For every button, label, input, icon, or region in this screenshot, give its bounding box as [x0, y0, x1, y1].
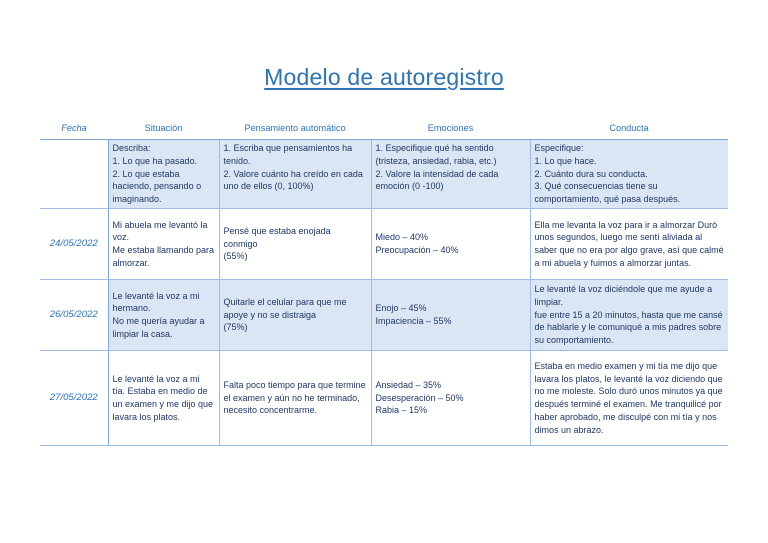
cell-conducta — [530, 140, 728, 209]
cell-line: Le levanté la voz a mi hermano. — [112, 290, 200, 314]
cell-line: 2. Lo que estaba haciendo, pensando o imaginando. — [112, 168, 202, 205]
cell-pensamiento — [219, 140, 371, 209]
cell-line: Preocupación – 40% — [375, 245, 459, 256]
cell-line: Enojo – 45% — [375, 303, 427, 314]
cell-situacion — [108, 140, 219, 209]
cell-line: Impaciencia – 55% — [375, 316, 452, 327]
cell-line: 2. Cuánto dura su conducta. — [534, 168, 648, 179]
cell-line: Especifique: — [534, 143, 584, 154]
cell-fecha — [40, 140, 108, 209]
cell-pensamiento — [219, 209, 371, 280]
cell-line: No me quería ayudar a limpiar la casa. — [112, 316, 205, 339]
table-row — [40, 351, 728, 446]
cell-line: Quitarle el celular para que me apoye y no se distraiga — [223, 296, 347, 320]
cell-emociones — [371, 280, 530, 351]
cell-fecha: 26/05/2022 — [40, 280, 108, 351]
cell-line: Me estaba llamando para almorzar. — [112, 245, 215, 268]
cell-fecha: 27/05/2022 — [40, 351, 108, 446]
cell-line: 1. Lo que ha pasado. — [112, 155, 198, 166]
cell-line: 2. Valore la intensidad de cada emoción (0 -100) — [375, 168, 499, 192]
autoregistro-table — [40, 122, 728, 446]
header-situacion: Situación — [108, 122, 219, 140]
table-header-row — [40, 122, 728, 140]
cell-pensamiento — [219, 351, 371, 446]
table-row — [40, 280, 728, 351]
table-row — [40, 209, 728, 280]
cell-line: Ansiedad – 35% — [375, 379, 442, 390]
cell-situacion — [108, 280, 219, 351]
table-row — [40, 140, 728, 209]
cell-emociones — [371, 209, 530, 280]
header-conducta: Conducta — [530, 122, 728, 140]
header-pensamiento: Pensamiento automático — [219, 122, 371, 140]
cell-line: 2. Valore cuánto ha creído en cada uno de ellos (0, 100%) — [223, 168, 363, 192]
cell-line: 1. Lo que hace. — [534, 155, 597, 166]
cell-line: Estaba en medio examen y mi tía me dijo que lavara los platos, le levanté la voz diciendo que no me moleste. Solo duró unos minutos ya que después terminé el examen. Me tranquilicé por haber aprobado, me disculpé con mi tía y nos dimos un abrazo. — [534, 360, 723, 435]
cell-line: Le levanté la voz diciéndole que me ayude a limpiar. — [534, 284, 713, 307]
cell-situacion — [108, 209, 219, 280]
cell-conducta — [530, 209, 728, 280]
cell-pensamiento — [219, 280, 371, 351]
cell-line: Miedo – 40% — [375, 232, 429, 243]
cell-fecha: 24/05/2022 — [40, 209, 108, 280]
cell-line: (75%) — [223, 322, 248, 333]
cell-line: Falta poco tiempo para que termine el examen y aún no he terminado, necesito concentrarme. — [223, 379, 366, 416]
cell-line: (55%) — [223, 251, 248, 262]
cell-line: Mi abuela me levantó la voz. — [112, 219, 208, 243]
cell-line: 3. Qué consecuencias tiene su comportamiento, qué pasa después. — [534, 181, 681, 205]
cell-line: Pensé que estaba enojada conmigo — [223, 225, 331, 249]
cell-line: Describa: — [112, 143, 151, 154]
cell-situacion — [108, 351, 219, 446]
cell-conducta — [530, 280, 728, 351]
cell-line: 1. Escriba que pensamientos ha tenido. — [223, 143, 353, 166]
cell-line: Le levanté la voz a mi tía. Estaba en medio de un examen y me dijo que lavara los platos. — [112, 373, 214, 422]
header-fecha: Fecha — [40, 122, 108, 140]
cell-emociones — [371, 140, 530, 209]
header-emociones: Emociones — [371, 122, 530, 140]
cell-line: Desesperación – 50% — [375, 392, 464, 403]
cell-line: 1. Especifique qué ha sentido (tristeza, ansiedad, rabia, etc.) — [375, 143, 497, 166]
cell-line: Rabia – 15% — [375, 405, 428, 416]
cell-emociones — [371, 351, 530, 446]
cell-conducta — [530, 351, 728, 446]
cell-line: fue entre 15 a 20 minutos, hasta que me cansé de hablarle y le comuniqué a mis padres sobre su comportamiento. — [534, 309, 723, 346]
cell-line: Ella me levanta la voz para ir a almorzar Duró unos segundos, luego me sentí aliviada al saber que no era por algo grave, así que calmé a mi abuela y fuimos a almorzar juntas. — [534, 219, 724, 268]
page-title: Modelo de autoregistro — [264, 64, 504, 90]
